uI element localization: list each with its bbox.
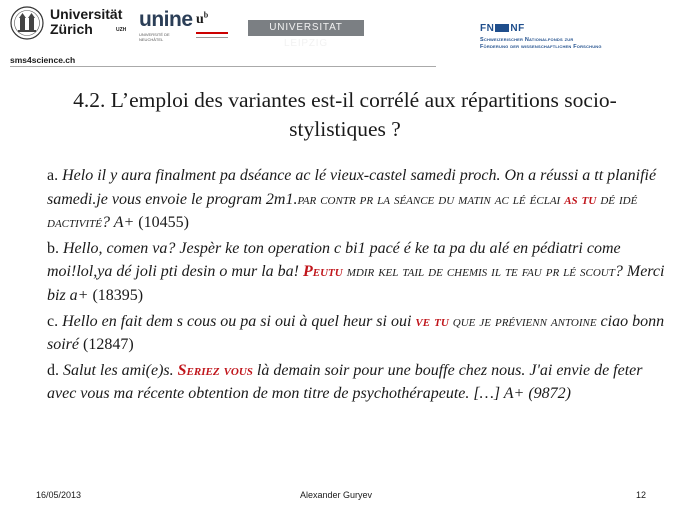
example-a: a. Helo il y aura finalment pa dséance ac lé vieux-castel samedi proch. On a réussi a tt planifié samedi.je vous envoie le program 2m1.par contr pr la séance du matin ac lé éclai as tu dé idé dactivité? A+ (10455) <box>47 167 657 232</box>
leipzig-logo: UNIVERSITAT LEIPZIG <box>248 20 364 36</box>
footer-author: Alexander Guryev <box>300 490 373 500</box>
uzh-line1: Universität <box>50 6 123 22</box>
snf-mark-icon <box>495 24 509 32</box>
slide-title: 4.2. L’emploi des variantes est-il corrélé aux répartitions socio-stylistiques ? <box>73 88 617 141</box>
page-number: 12 <box>636 490 647 500</box>
example-b: b. Hello, comen va? Jespèr ke ton operation c bi1 pacé é ke ta pa du alé en pédiatri come moi!lol,ya dé joli pti desin o mur la ba! Peutu mdir kel tail de chemis il te fau pr lé scout? Merci biz a+ (18395) <box>47 239 665 304</box>
unibe-red-bar <box>196 32 228 34</box>
examples-list <box>47 164 672 408</box>
snf-wordmark: FN NF <box>480 23 525 34</box>
variant-highlight: Seriez vous <box>177 361 253 379</box>
unine-wordmark: unine <box>139 8 193 31</box>
snf-tagline: Schweizerischer Nationalfonds zur Förderung der wissenschaftlichen Forschung <box>480 37 602 50</box>
unibe-rule <box>196 37 228 38</box>
unine-subtitle: UNIVERSITÉ DE NEUCHÂTEL <box>139 32 170 42</box>
slide-header <box>0 0 689 72</box>
header-divider <box>10 66 436 67</box>
variant-highlight: as tu <box>564 190 597 208</box>
variant-highlight: Peutu <box>302 263 343 281</box>
unibe-mark: $u^b$ <box>196 10 209 27</box>
example-c: c. Hello en fait dem s cous ou pa si oui à quel heur si oui ve tu que je prévienn antoine ciao bonn soiré (12847) <box>47 312 665 354</box>
unine-logo <box>139 8 193 43</box>
sms4science-label: sms4science.ch <box>10 55 76 65</box>
example-d: d. Salut les ami(e)s. Seriez vous là demain soir pour une bouffe chez nous. J'ai envie de feter avec vous ma récente obtention de mon titre de psychothérapeute. […] A+ (9872) <box>47 361 643 403</box>
snf-logo <box>480 23 670 53</box>
unibe-logo <box>196 10 236 40</box>
footer-date: 16/05/2013 <box>36 490 82 500</box>
uzh-seal-icon <box>10 6 44 40</box>
variant-highlight: ve tu <box>415 312 449 330</box>
uzh-sub: UZH <box>116 27 127 33</box>
uzh-wordmark <box>50 6 127 37</box>
uzh-line2: Zürich <box>50 21 93 37</box>
